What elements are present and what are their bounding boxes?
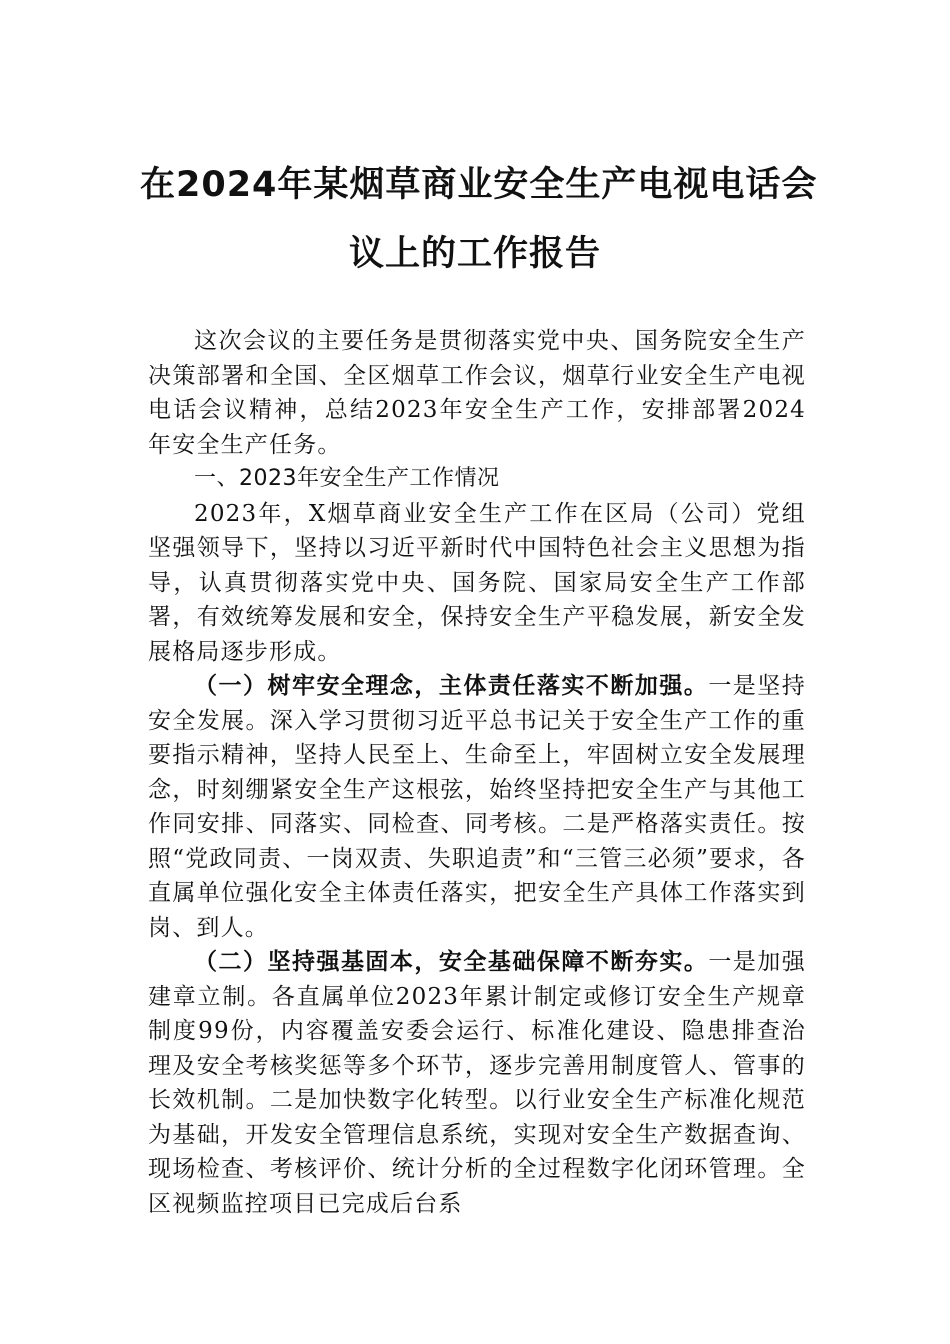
subsection-2-paragraph xyxy=(148,945,806,1221)
document-title-line-2: 议上的工作报告 xyxy=(348,234,601,274)
document-title-line-1: 在2024年某烟草商业安全生产电视电话会 xyxy=(140,165,818,205)
document-body xyxy=(148,324,806,1221)
subsection-2-body: 一是加强建章立制。各直属单位2023年累计制定或修订安全生产规章制度99份，内容覆盖安委会运行、标准化建设、隐患排查治理及安全考核奖惩等多个环节，逐步完善用制度管人、管事的长效机制。二是加快数字化转型。以行业安全生产标准化规范为基础，开发安全管理信息系统，实现对安全生产数据查询、现场检查、考核评价、统计分析的全过程数字化闭环管理。全区视频监控项目已完成后台系 xyxy=(148,949,806,1217)
section-1-paragraph: 2023年，X烟草商业安全生产工作在区局（公司）党组坚强领导下，坚持以习近平新时代中国特色社会主义思想为指导，认真贯彻落实党中央、国务院、国家局安全生产工作部署，有效统筹发展和安全，保持安全生产平稳发展，新安全发展格局逐步形成。 xyxy=(148,500,806,665)
subsection-1-paragraph xyxy=(148,669,806,945)
subsection-1-heading: （一）树牢安全理念，主体责任落实不断加强。 xyxy=(194,672,709,699)
section-1-heading: 一、2023年安全生产工作情况 xyxy=(194,466,500,491)
intro-paragraph: 这次会议的主要任务是贯彻落实党中央、国务院安全生产决策部署和全国、全区烟草工作会议，烟草行业安全生产电视电话会议精神，总结2023年安全生产工作，安排部署2024年安全生产任务。 xyxy=(148,328,806,458)
subsection-2-heading: （二）坚持强基固本，安全基础保障不断夯实。 xyxy=(194,948,709,975)
subsection-1-body: 一是坚持安全发展。深入学习贯彻习近平总书记关于安全生产工作的重要指示精神，坚持人民至上、生命至上，牢固树立安全发展理念，时刻绷紧安全生产这根弦，始终坚持把安全生产与其他工作同安排、同落实、同检查、同考核。二是严格落实责任。按照“党政同责、一岗双责、失职追责”和“三管三必须”要求，各直属单位强化安全主体责任落实，把安全生产具体工作落实到岗、到人。 xyxy=(148,673,806,941)
